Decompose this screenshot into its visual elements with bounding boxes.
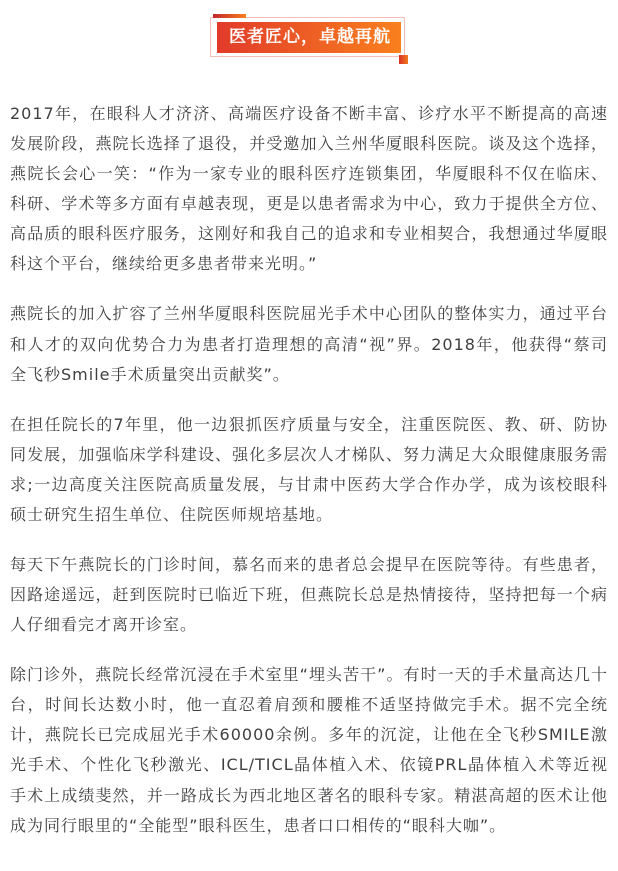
banner-title: 医者匠心，卓越再航 (217, 22, 401, 53)
article-paragraph-3: 在担任院长的7年里，他一边狠抓医疗质量与安全，注重医院医、教、研、防协同发展，加强临床学科建设、强化多层次人才梯队、努力满足大众眼健康服务需求;一边高度关注医院高质量发展，与甘肃中医药大学合作办学，成为该校眼科硕士研究生招生单位、住院医师规培基地。 (10, 414, 608, 524)
article-paragraph-1: 2017年，在眼科人才济济、高端医疗设备不断丰富、诊疗水平不断提高的高速发展阶段，燕院长选择了退役，并受邀加入兰州华厦眼科医院。谈及这个选择，燕院长会心一笑：“作为一家专业的眼科医疗连锁集团，华厦眼科不仅在临床、科研、学术等多方面有卓越表现，更是以患者需求为中心，致力于提供全方位、高品质的眼科医疗服务，这刚好和我自己的追求和专业相契合，我想通过华厦眼科这个平台，继续给更多患者带来光明。” (10, 104, 608, 274)
banner-corner-square (399, 55, 408, 64)
article-paragraph-5: 除门诊外，燕院长经常沉浸在手术室里“埋头苦干”。有时一天的手术量高达几十台，时间长达数小时，他一直忍着肩颈和腰椎不适坚持做完手术。据不完全统计，燕院长已完成屈光手术60000余例。多年的沉淀，让他在全飞秒SMILE激光手术、个性化飞秒激光、ICL/TICL晶体植入术、依镜PRL晶体植入术等近视手术上成绩斐然，并一路成长为西北地区著名的眼科专家。精湛高超的医术让他成为同行眼里的“全能型”眼科医生，患者口口相传的“眼科大咖”。 (10, 665, 608, 835)
banner-accent-bar (213, 14, 246, 18)
article-page (0, 22, 618, 841)
article-body (10, 99, 608, 841)
article-paragraph-4: 每天下午燕院长的门诊时间，慕名而来的患者总会提早在医院等待。有些患者，因路途遥远，赶到医院时已临近下班，但燕院长总是热情接待，坚持把每一个病人仔细看完才离开诊室。 (10, 555, 608, 635)
article-paragraph-2: 燕院长的加入扩容了兰州华厦眼科医院屈光手术中心团队的整体实力，通过平台和人才的双向优势合力为患者打造理想的高清“视”界。2018年，他获得“蔡司全飞秒Smile手术质量突出贡献奖”。 (10, 304, 608, 384)
title-banner (217, 22, 401, 53)
